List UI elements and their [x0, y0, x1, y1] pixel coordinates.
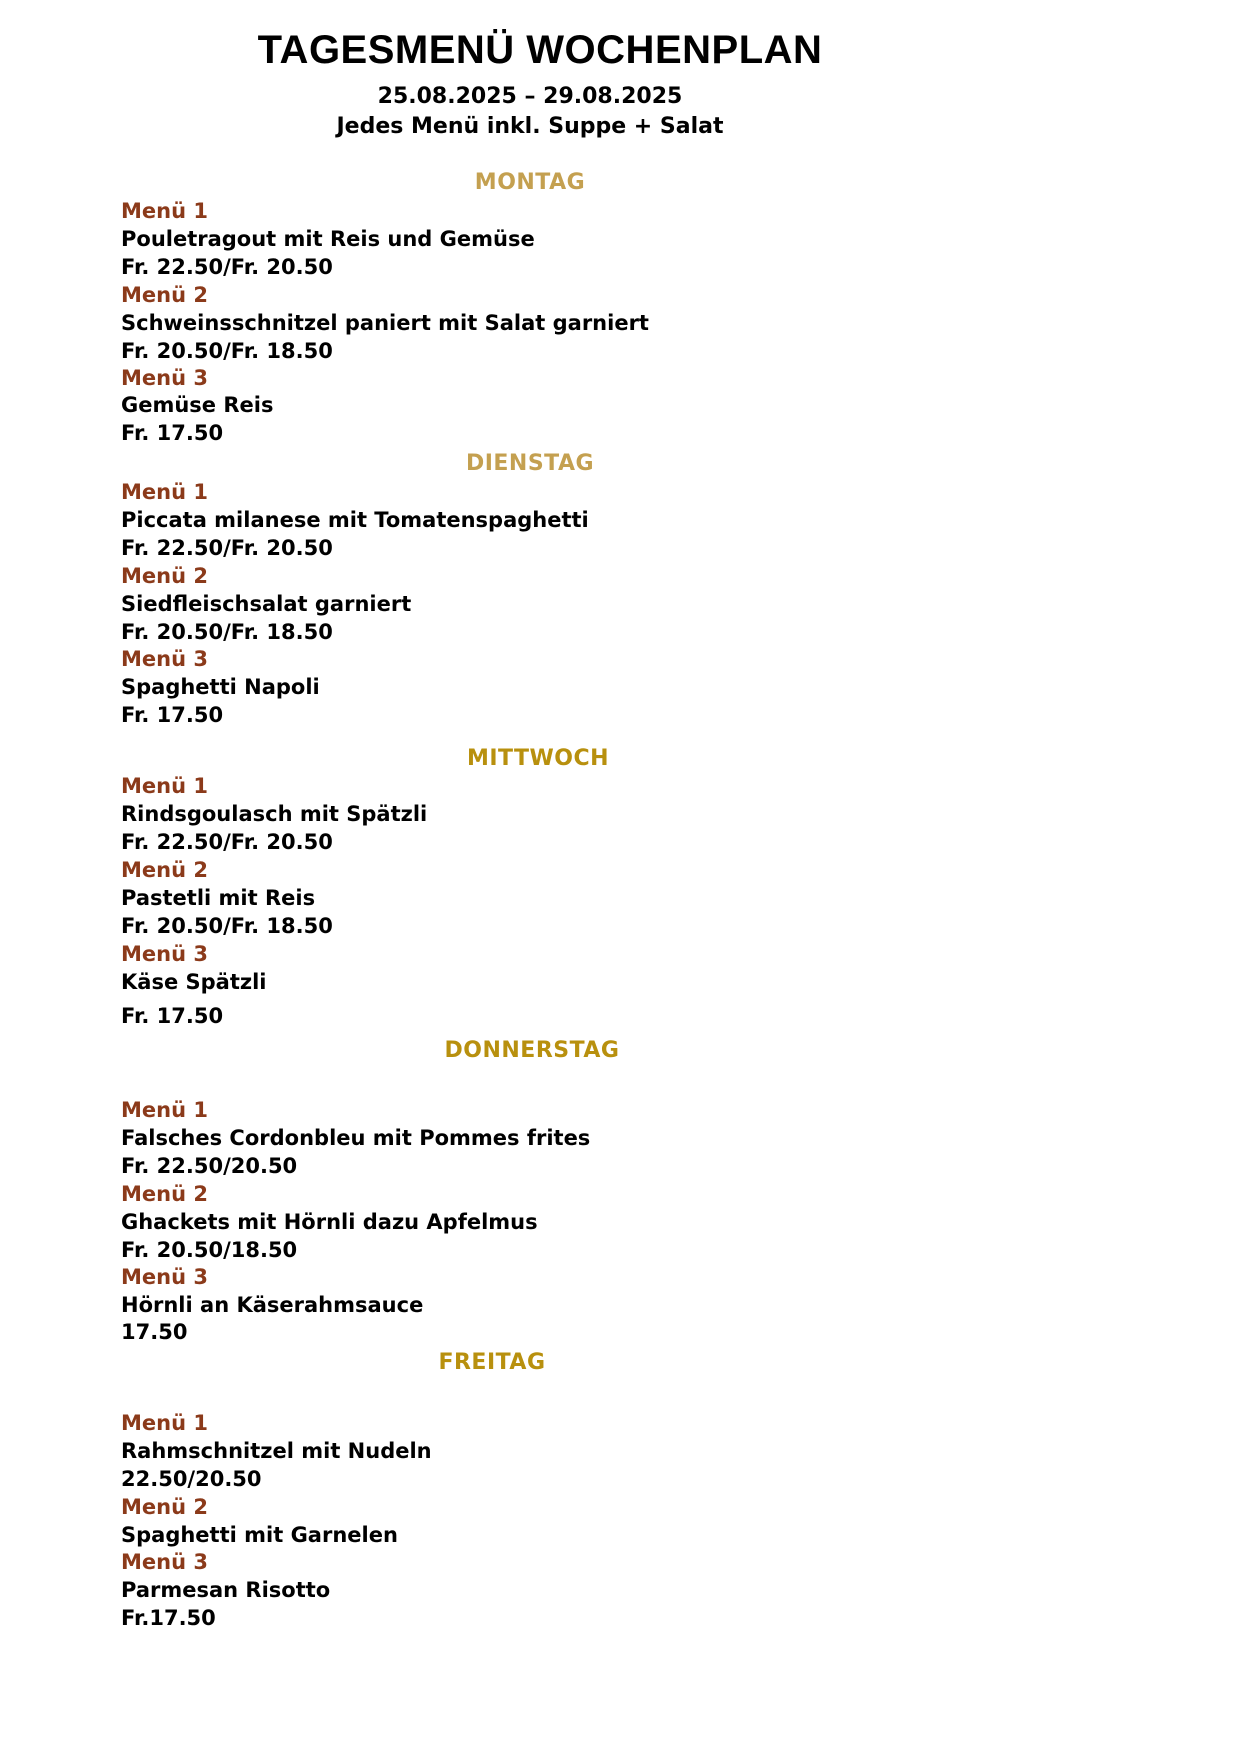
dish-price: Fr. 20.50/Fr. 18.50 [121, 914, 333, 938]
dish-name: Rindsgoulasch mit Spätzli [121, 802, 428, 826]
dish-price: Fr. 22.50/Fr. 20.50 [121, 255, 333, 279]
dish-price: Fr. 22.50/20.50 [121, 1154, 298, 1178]
day-heading-dienstag: DIENSTAG [465, 451, 595, 476]
dish-name: Siedfleischsalat garniert [121, 592, 412, 616]
menu-label: Menü 3 [121, 1550, 208, 1574]
dish-name: Gemüse Reis [121, 393, 274, 417]
dish-name: Schweinsschnitzel paniert mit Salat garniert [121, 311, 649, 335]
dish-price: Fr. 20.50/Fr. 18.50 [121, 339, 333, 363]
dish-name: Piccata milanese mit Tomatenspaghetti [121, 508, 589, 532]
day-heading-donnerstag: DONNERSTAG [444, 1038, 620, 1063]
dish-name: Falsches Cordonbleu mit Pommes frites [121, 1126, 591, 1150]
dish-price: Fr. 17.50 [121, 421, 224, 445]
dish-name: Hörnli an Käserahmsauce [121, 1293, 424, 1317]
menu-label: Menü 1 [121, 480, 208, 504]
menu-label: Menü 1 [121, 1411, 208, 1435]
dish-price: Fr. 17.50 [121, 703, 224, 727]
day-heading-freitag: FREITAG [438, 1350, 546, 1375]
dish-name: Parmesan Risotto [121, 1578, 331, 1602]
date-range: 25.08.2025 – 29.08.2025 [377, 84, 683, 109]
dish-price: 22.50/20.50 [121, 1467, 262, 1491]
menu-label: Menü 2 [121, 283, 208, 307]
menu-note: Jedes Menü inkl. Suppe + Salat [336, 114, 724, 139]
dish-price: Fr. 17.50 [121, 1004, 224, 1028]
menu-label: Menü 3 [121, 366, 208, 390]
dish-name: Rahmschnitzel mit Nudeln [121, 1439, 432, 1463]
dish-name: Spaghetti Napoli [121, 675, 320, 699]
dish-name: Pastetli mit Reis [121, 886, 316, 910]
dish-name: Käse Spätzli [121, 970, 267, 994]
menu-label: Menü 2 [121, 1182, 208, 1206]
menu-label: Menü 3 [121, 942, 208, 966]
menu-label: Menü 2 [121, 564, 208, 588]
day-heading-montag: MONTAG [474, 170, 586, 195]
dish-name: Spaghetti mit Garnelen [121, 1523, 398, 1547]
day-heading-mittwoch: MITTWOCH [466, 746, 610, 771]
dish-price: Fr. 22.50/Fr. 20.50 [121, 536, 333, 560]
dish-price: Fr. 20.50/Fr. 18.50 [121, 620, 333, 644]
dish-price: Fr.17.50 [121, 1606, 216, 1630]
page-title: TAGESMENÜ WOCHENPLAN [257, 28, 823, 72]
menu-label: Menü 3 [121, 1265, 208, 1289]
menu-label: Menü 1 [121, 1098, 208, 1122]
dish-price: Fr. 20.50/18.50 [121, 1238, 298, 1262]
dish-name: Ghackets mit Hörnli dazu Apfelmus [121, 1210, 538, 1234]
dish-price: 17.50 [121, 1320, 188, 1344]
menu-label: Menü 3 [121, 647, 208, 671]
menu-label: Menü 2 [121, 858, 208, 882]
dish-price: Fr. 22.50/Fr. 20.50 [121, 830, 333, 854]
menu-label: Menü 2 [121, 1495, 208, 1519]
menu-label: Menü 1 [121, 774, 208, 798]
menu-label: Menü 1 [121, 199, 208, 223]
dish-name: Pouletragout mit Reis und Gemüse [121, 227, 535, 251]
